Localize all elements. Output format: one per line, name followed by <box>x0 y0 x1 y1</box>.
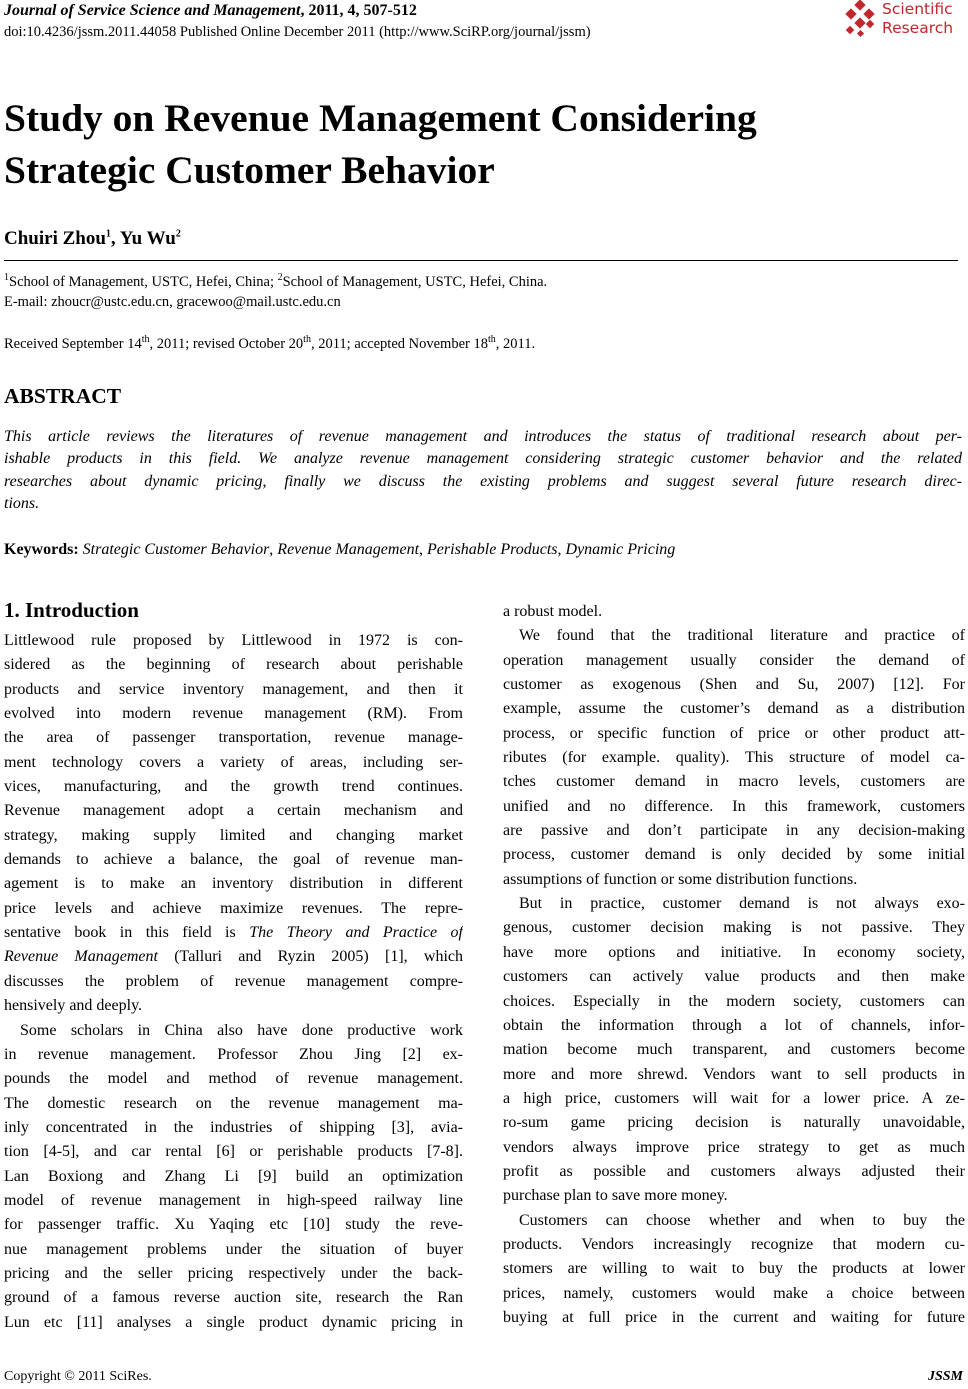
body-line: vices, manufacturing, and the growth trend continues. <box>4 778 463 796</box>
body-line: We found that the traditional literature and practice of <box>519 627 965 645</box>
accepted-sup: th <box>487 334 496 346</box>
body-line: stomers are willing to wait to buy the products at lower <box>503 1260 965 1278</box>
author-list <box>4 228 181 250</box>
abstract-line: ishable products in this field. We analyze revenue management considering strategic customer behavior and the related <box>4 450 962 468</box>
body-line: prices, namely, customers would make a choice between <box>503 1284 965 1302</box>
body-line: a high price, customers will wait for a lower price. A ze- <box>503 1089 965 1107</box>
body-line: hensively and deeply. <box>4 997 143 1015</box>
body-line: products. Vendors increasingly recognize that modern cu- <box>503 1235 965 1253</box>
keyword-sep: , <box>269 541 278 558</box>
logo-line-2: Research <box>882 19 954 37</box>
book-title: The Theory and Practice of <box>249 924 463 942</box>
journal-name: Journal of Service Science and Management <box>4 2 301 19</box>
body-line: Lun etc [11] analyses a single product dynamic pricing in <box>4 1313 463 1331</box>
section-heading: 1. Introduction <box>4 598 139 622</box>
left-column <box>4 629 463 1335</box>
body-line: The domestic research on the revenue management ma- <box>4 1094 463 1112</box>
body-line: genous, customer decision making is not passive. They <box>503 919 965 937</box>
affiliations <box>4 272 547 312</box>
abstract-text <box>4 426 962 515</box>
revised-text: , 2011; revised October 20 <box>149 336 304 352</box>
author-1-sup: 1 <box>105 228 111 240</box>
body-line: operation management usually consider the demand of <box>503 651 965 669</box>
revised-sup: th <box>303 334 311 346</box>
keyword-3: Perishable Products <box>427 541 558 558</box>
body-line: are passive and don’t participate in any decision-making <box>503 822 965 840</box>
keyword-sep: , <box>557 541 566 558</box>
body-line: pounds the model and method of revenue management. <box>4 1070 463 1088</box>
doi-line: doi:10.4236/jssm.2011.44058 Published Online December 2011 (http://www.SciRP.org/journal/jssm) <box>4 24 591 40</box>
body-line: in revenue management. Professor Zhou Jing [2] ex- <box>4 1045 463 1063</box>
scirp-logo-icon <box>842 0 880 40</box>
body-line: Customers can choose whether and when to buy the <box>519 1211 965 1229</box>
body-line: customer as exogenous (Shen and Su, 2007) [12]. For <box>503 676 965 694</box>
right-column <box>503 600 965 1330</box>
journal-header <box>4 2 417 20</box>
author-2-sup: 2 <box>175 228 181 240</box>
journal-volume: , 2011, 4, 507-512 <box>300 2 417 19</box>
body-line: tches customer demand in macro levels, customers are <box>503 773 965 791</box>
body-line: sidered as the beginning of research about perishable <box>4 656 463 674</box>
keyword-1: Strategic Customer Behavior <box>82 541 270 558</box>
logo-line-1: Scientific <box>882 0 953 18</box>
body-line: ro-sum game pricing decision is naturally unavoidable, <box>503 1114 965 1132</box>
body-line: demands to achieve a balance, the goal of revenue man- <box>4 851 463 869</box>
body-line: mation become much transparent, and customers become <box>503 1041 965 1059</box>
body-line-text: sentative book in this field is <box>4 924 250 942</box>
body-line: products and service inventory management, and then it <box>4 680 463 698</box>
book-citation: (Talluri and Ryzin 2005) [1], which <box>157 948 463 966</box>
body-line: assumptions of function or some distribution functions. <box>503 870 858 888</box>
body-line: buying at full price in the current and waiting for future <box>503 1308 965 1326</box>
body-line: tion [4-5], and car rental [6] or perishable products [7-8]. <box>4 1143 463 1161</box>
header-divider <box>4 260 958 261</box>
body-line: Some scholars in China also have done productive work <box>20 1021 463 1039</box>
keyword-sep: , <box>419 541 428 558</box>
title-line-2: Strategic Customer Behavior <box>4 148 495 192</box>
body-line: a robust model. <box>503 603 603 620</box>
accepted-text: , 2011; accepted November 18 <box>310 336 488 352</box>
body-line: ground of a famous reverse auction site, research the Ran <box>4 1289 463 1307</box>
body-line: evolved into modern revenue management (RM). From <box>4 705 463 723</box>
received-sup: th <box>141 334 150 346</box>
author-1: Chuiri Zhou <box>4 228 106 249</box>
keywords <box>4 541 675 559</box>
body-line: example, assume the customer’s demand as a distribution <box>503 700 965 718</box>
affiliation-2: School of Management, USTC, Hefei, China. <box>282 274 548 290</box>
body-line: ributes (for example. quality). This structure of model ca- <box>503 749 965 767</box>
paper-title <box>4 92 954 196</box>
body-line: process, customer demand is only decided by some initial <box>503 846 965 864</box>
body-line: customers can actively value products and then make <box>503 968 965 986</box>
affiliation-line <box>4 272 547 292</box>
email-line: E-mail: zhoucr@ustc.edu.cn, gracewoo@mail.ustc.edu.cn <box>4 294 341 310</box>
author-2: Yu Wu <box>119 228 176 249</box>
received-text: Received September 14 <box>4 336 142 352</box>
abstract-line: researches about dynamic pricing, finally we discuss the existing problems and suggest several future research direc- <box>4 472 962 490</box>
body-line: obtain the information through a lot of channels, infor- <box>503 1016 965 1034</box>
title-line-1: Study on Revenue Management Considering <box>4 96 757 140</box>
body-line: inly concentrated in the industries of shipping [3], avia- <box>4 1118 463 1136</box>
affiliation-sup-1: 1 <box>4 272 9 284</box>
body-line: strategy, making supply limited and changing market <box>4 826 463 844</box>
keyword-2: Revenue Management <box>277 541 420 558</box>
abstract-line: This article reviews the literatures of revenue management and introduces the status of traditional research about per- <box>4 428 962 445</box>
received-dates <box>4 336 535 353</box>
body-line: purchase plan to save more money. <box>503 1187 728 1205</box>
body-line: model of revenue management in high-speed railway line <box>4 1191 463 1209</box>
footer-journal: JSSM <box>927 1369 963 1384</box>
body-line: profit as possible and customers always adjusted their <box>503 1162 965 1180</box>
body-line: ment technology covers a variety of areas, including ser- <box>4 753 463 771</box>
body-line: price levels and achieve maximize revenues. The repre- <box>4 899 463 917</box>
publisher-logo <box>842 0 964 42</box>
body-line: for passenger traffic. Xu Yaqing etc [10] study the reve- <box>4 1216 463 1234</box>
keywords-label: Keywords <box>4 541 74 558</box>
affiliation-sup-2: 2 <box>277 272 283 284</box>
body-line: Revenue management adopt a certain mechanism and <box>4 802 463 820</box>
body-line: the area of passenger transportation, revenue manage- <box>4 729 463 747</box>
body-line: Lan Boxiong and Zhang Li [9] build an optimization <box>4 1167 463 1185</box>
body-line: unified and no difference. In this framework, customers <box>503 797 965 815</box>
author-separator: , <box>110 228 120 249</box>
affiliation-1: School of Management, USTC, Hefei, China; <box>9 274 278 290</box>
keywords-colon: : <box>73 541 83 558</box>
body-line: agement is to make an inventory distribution in different <box>4 875 463 893</box>
accepted-year: , 2011. <box>495 336 536 352</box>
logo-text <box>882 0 953 38</box>
abstract-heading: ABSTRACT <box>4 384 122 408</box>
body-line: pricing and the seller pricing respectively under the back- <box>4 1264 463 1282</box>
body-line: But in practice, customer demand is not always exo- <box>519 895 965 913</box>
body-line: choices. Especially in the modern society, customers can <box>503 992 965 1010</box>
body-line: vendors always improve price strategy to get as much <box>503 1138 965 1156</box>
body-line: have more options and initiative. In economy society, <box>503 943 965 961</box>
keyword-4: Dynamic Pricing <box>565 541 676 558</box>
body-line: nue management problems under the situation of buyer <box>4 1240 463 1258</box>
body-line: Littlewood rule proposed by Littlewood in 1972 is con- <box>4 632 463 649</box>
body-line: process, or specific function of price or other product att- <box>503 724 965 742</box>
book-title-cont: Revenue Management <box>4 948 158 966</box>
body-line: discusses the problem of revenue management compre- <box>4 972 463 990</box>
body-line-with-italic <box>4 921 463 945</box>
body-line: more and more shrewd. Vendors want to sell products in <box>503 1065 965 1083</box>
abstract-line: tions. <box>4 494 40 512</box>
body-line-with-italic <box>4 945 463 969</box>
footer-copyright: Copyright © 2011 SciRes. <box>4 1369 152 1384</box>
